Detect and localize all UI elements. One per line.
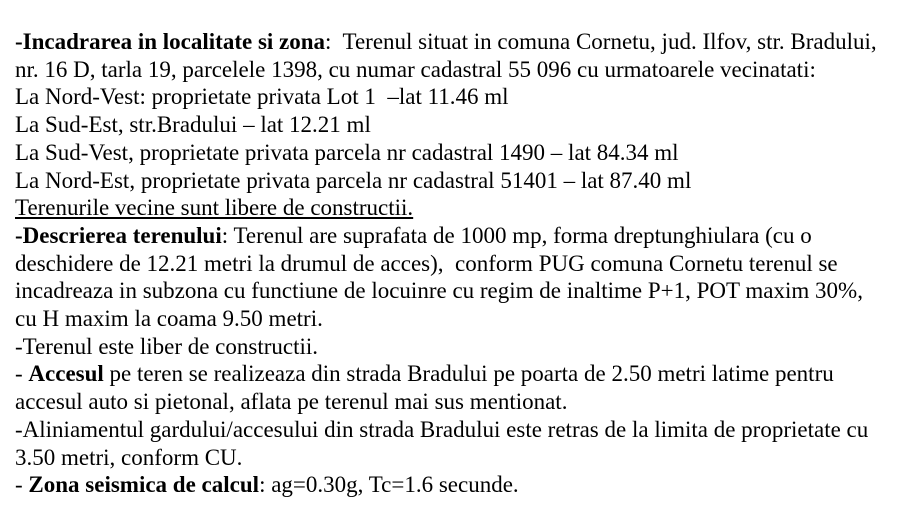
description-heading: -Descrierea terenului <box>15 222 222 248</box>
access-heading: Accesul <box>28 361 104 387</box>
neighbour-south-west: La Sud-Vest, proprietate privata parcela nr cadastral 1490 – lat 84.34 ml <box>15 139 679 165</box>
description-line-2: deschidere de 12.21 metri la drumul de acces), conform PUG comuna Cornetu terenul se <box>15 250 838 276</box>
description-line-3: incadreaza in subzona cu functiune de locuinre cu regim de inaltime P+1, POT maxim 30%, <box>15 278 863 304</box>
neighbour-north-east: La Nord-Est, proprietate privata parcela nr cadastral 51401 – lat 87.40 ml <box>15 167 692 193</box>
free-land-note: -Terenul este liber de constructii. <box>15 333 319 359</box>
location-line-2: nr. 16 D, tarla 19, parcelele 1398, cu numar cadastral 55 096 cu urmatoarele vecinatati: <box>15 56 816 82</box>
seismic-prefix: - <box>15 472 29 498</box>
description-line-1 <box>15 222 901 250</box>
neighbour-north-west: La Nord-Vest: proprietate privata Lot 1 –lat 11.46 ml <box>15 84 509 110</box>
neighbour-south-east: La Sud-Est, str.Bradului – lat 12.21 ml <box>15 112 371 138</box>
access-text: pe teren se realizeaza din strada Bradului pe poarta de 2.50 metri latime pentru <box>103 361 834 387</box>
neighbours-note: Terenurile vecine sunt libere de constructii. <box>15 195 414 221</box>
access-prefix: - <box>15 361 29 387</box>
alignment-line-2: 3.50 metri, conform CU. <box>15 444 243 470</box>
neighbours-note-line <box>15 194 901 222</box>
location-heading: -Incadrarea in localitate si zona <box>15 29 326 54</box>
access-line-2: accesul auto si pietonal, aflata pe terenul mai sus mentionat. <box>15 389 568 415</box>
seismic-heading: Zona seismica de calcul <box>28 472 260 498</box>
location-line-1 <box>15 28 901 56</box>
description-line-4: cu H maxim la coama 9.50 metri. <box>15 306 323 332</box>
seismic-line <box>15 471 901 499</box>
alignment-line-1: -Aliniamentul gardului/accesului din strada Bradului este retras de la limita de proprietate cu <box>15 416 869 442</box>
access-line-1 <box>15 360 901 388</box>
seismic-text: : ag=0.30g, Tc=1.6 secunde. <box>259 472 519 498</box>
location-text: : Terenul situat in comuna Cornetu, jud. Ilfov, str. Bradului, <box>325 29 877 54</box>
description-text: : Terenul are suprafata de 1000 mp, forma dreptunghiulara (cu o <box>221 222 812 248</box>
